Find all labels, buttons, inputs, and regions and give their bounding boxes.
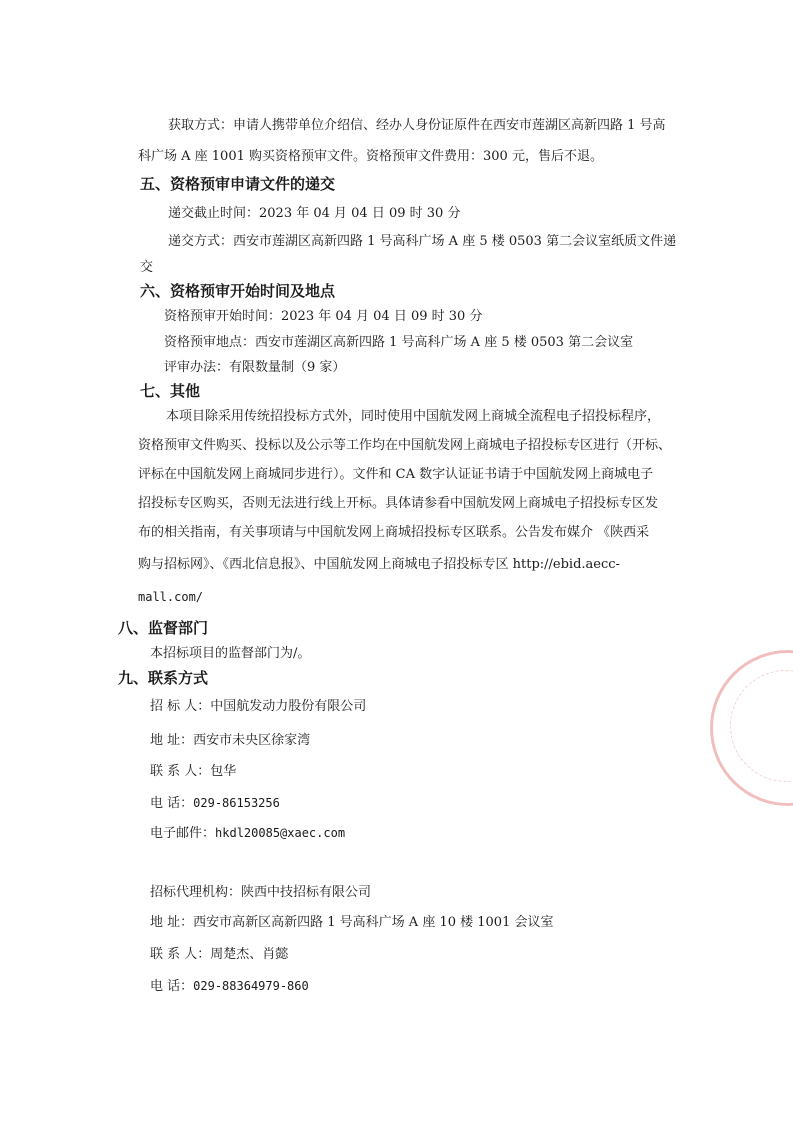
- tenderer-email-row: [150, 824, 345, 843]
- agency-phone-row: [150, 977, 309, 996]
- section7-heading: 七、其他: [140, 382, 201, 400]
- other-line: 评标在中国航发网上商城同步进行）。文件和 CA 数字认证证书请于中国航发网上商城电子: [138, 467, 654, 482]
- prequal-start-time: 资格预审开始时间：2023 年 04 月 04 日 09 时 30 分: [164, 309, 483, 324]
- tenderer-contact-label: 联 系 人：: [150, 764, 211, 779]
- tenderer-address-label: 地 址：: [150, 733, 194, 748]
- tenderer-phone-row: [150, 794, 280, 813]
- section8-heading: 八、监督部门: [118, 619, 209, 637]
- tenderer-address-row: [150, 732, 310, 750]
- other-line-url: mall.com/: [138, 590, 204, 604]
- prequal-location: 资格预审地点：西安市莲湖区高新四路 1 号高科广场 A 座 5 楼 0503 第二会议室: [164, 335, 634, 350]
- tenderer-phone-label: 电 话：: [150, 796, 194, 811]
- purchase-method-line2: 科广场 A 座 1001 购买资格预审文件。资格预审文件费用：300 元，售后不退。: [138, 149, 603, 164]
- purchase-method-line1: 获取方式：申请人携带单位介绍信、经办人身份证原件在西安市莲湖区高新四路 1 号高: [168, 118, 666, 133]
- agency-contact-row: [150, 946, 288, 964]
- agency-address: 西安市高新区高新四路 1 号高科广场 A 座 10 楼 1001 会议室: [193, 915, 554, 930]
- tenderer-name-row: [150, 698, 366, 716]
- agency-contact-label: 联 系 人：: [150, 947, 211, 962]
- tenderer-contact-row: [150, 763, 236, 781]
- submission-method-line2: 交: [140, 260, 154, 275]
- agency-phone: 029-88364979-860: [193, 979, 309, 993]
- section6-heading: 六、资格预审开始时间及地点: [140, 282, 336, 300]
- agency-name-row: [150, 884, 371, 902]
- agency-address-label: 地 址：: [150, 915, 194, 930]
- submission-deadline: 递交截止时间：2023 年 04 月 04 日 09 时 30 分: [168, 206, 461, 221]
- agency-contact: 周楚杰、肖懿: [210, 947, 289, 962]
- tenderer-name-label: 招 标 人：: [150, 699, 211, 714]
- section9-heading: 九、联系方式: [118, 669, 209, 687]
- tenderer-email-label: 电子邮件：: [150, 826, 216, 841]
- other-line: 购与招标网》、《西北信息报》、中国航发网上商城电子招投标专区 http://ebid.aecc-: [138, 557, 620, 572]
- evaluation-method: 评审办法：有限数量制（9 家）: [164, 360, 346, 375]
- supervisory-department: 本招标项目的监督部门为/。: [150, 646, 311, 661]
- tenderer-phone: 029-86153256: [193, 796, 280, 810]
- section5-heading: 五、资格预审申请文件的递交: [140, 175, 336, 193]
- other-line: 招投标专区购买，否则无法进行线上开标。具体请参看中国航发网上商城电子招投标专区发: [138, 496, 659, 511]
- agency-name: 陕西中技招标有限公司: [241, 885, 372, 900]
- tenderer-email: hkdl20085@xaec.com: [215, 826, 346, 840]
- tenderer-address: 西安市未央区徐家湾: [193, 733, 311, 748]
- other-line: 资格预审文件购买、投标以及公示等工作均在中国航发网上商城电子招投标专区进行（开标、: [138, 438, 672, 453]
- tenderer-name: 中国航发动力股份有限公司: [210, 699, 367, 714]
- tenderer-contact: 包华: [210, 764, 237, 779]
- agency-name-label: 招标代理机构：: [150, 885, 242, 900]
- agency-phone-label: 电 话：: [150, 979, 194, 994]
- other-line: 本项目除采用传统招投标方式外，同时使用中国航发网上商城全流程电子招投标程序，: [166, 409, 661, 424]
- agency-address-row: [150, 914, 554, 932]
- submission-method-line1: 递交方式：西安市莲湖区高新四路 1 号高科广场 A 座 5 楼 0503 第二会议室纸质文件递: [168, 234, 677, 249]
- other-line: 布的相关指南，有关事项请与中国航发网上商城招投标专区联系。公告发布媒介 《陕西采: [138, 525, 650, 540]
